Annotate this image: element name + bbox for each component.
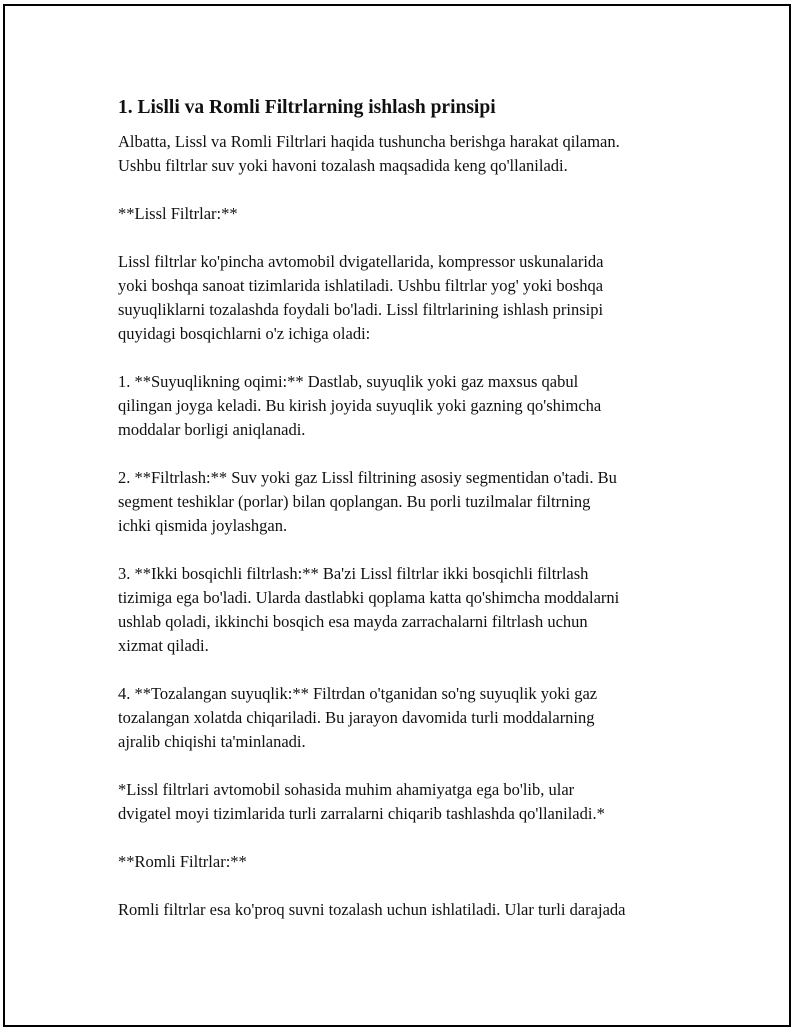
text-line: *Lissl filtrlari avtomobil sohasida muhim ahamiyatga ega bo'lib, ular	[118, 780, 575, 799]
list-item-step-2	[118, 466, 698, 538]
text-line: Romli filtrlar esa ko'proq suvni tozalash uchun ishlatiladi. Ular turli darajada	[118, 900, 626, 919]
text-line: moddalar borligi aniqlanadi.	[118, 420, 306, 439]
text-line: yoki boshqa sanoat tizimlarida ishlatiladi. Ushbu filtrlar yog' yoki boshqa	[118, 276, 604, 295]
text-line: Lissl filtrlar ko'pincha avtomobil dvigatellarida, kompressor uskunalarida	[118, 252, 604, 271]
paragraph-lissl-note	[118, 778, 698, 826]
paragraph-lissl-description	[118, 250, 698, 346]
text-line: segment teshiklar (porlar) bilan qoplangan. Bu porli tuzilmalar filtrning	[118, 492, 591, 511]
text-line: ushlab qoladi, ikkinchi bosqich esa mayda zarrachalarni filtrlash uchun	[118, 612, 588, 631]
section-heading-romli	[118, 850, 698, 874]
text-line: xizmat qiladi.	[118, 636, 209, 655]
paragraph-romli-description	[118, 898, 698, 922]
text-line: 1. **Suyuqlikning oqimi:** Dastlab, suyuqlik yoki gaz maxsus qabul	[118, 372, 579, 391]
text-line: 3. **Ikki bosqichli filtrlash:** Ba'zi Lissl filtrlar ikki bosqichli filtrlash	[118, 564, 589, 583]
section-heading-lissl	[118, 202, 698, 226]
text-line: 2. **Filtrlash:** Suv yoki gaz Lissl filtrining asosiy segmentidan o'tadi. Bu	[118, 468, 617, 487]
list-item-step-4	[118, 682, 698, 754]
text-line: ajralib chiqishi ta'minlanadi.	[118, 732, 306, 751]
list-item-step-3	[118, 562, 698, 658]
text-line: 4. **Tozalangan suyuqlik:** Filtrdan o'tganidan so'ng suyuqlik yoki gaz	[118, 684, 598, 703]
document-title: 1. Lislli va Romli Filtrlarning ishlash prinsipi	[118, 97, 496, 118]
list-item-step-1	[118, 370, 698, 442]
text-line: quyidagi bosqichlarni o'z ichiga oladi:	[118, 324, 371, 343]
text-line: Ushbu filtrlar suv yoki havoni tozalash maqsadida keng qo'llaniladi.	[118, 156, 568, 175]
document-body	[118, 96, 698, 946]
text-line: tozalangan xolatda chiqariladi. Bu jarayon davomida turli moddalarning	[118, 708, 595, 727]
text-line: qilingan joyga keladi. Bu kirish joyida suyuqlik yoki gazning qo'shimcha	[118, 396, 602, 415]
text-line: **Lissl Filtrlar:**	[118, 204, 238, 223]
text-line: tizimiga ega bo'ladi. Ularda dastlabki qoplama katta qo'shimcha moddalarni	[118, 588, 620, 607]
text-line: dvigatel moyi tizimlarida turli zarralarni chiqarib tashlashda qo'llaniladi.*	[118, 804, 605, 823]
paragraph-intro	[118, 130, 698, 178]
text-line: Albatta, Lissl va Romli Filtrlari haqida tushuncha berishga harakat qilaman.	[118, 132, 620, 151]
text-line: suyuqliklarni tozalashda foydali bo'ladi. Lissl filtrlarining ishlash prinsipi	[118, 300, 604, 319]
text-line: ichki qismida joylashgan.	[118, 516, 288, 535]
text-line: **Romli Filtrlar:**	[118, 852, 247, 871]
